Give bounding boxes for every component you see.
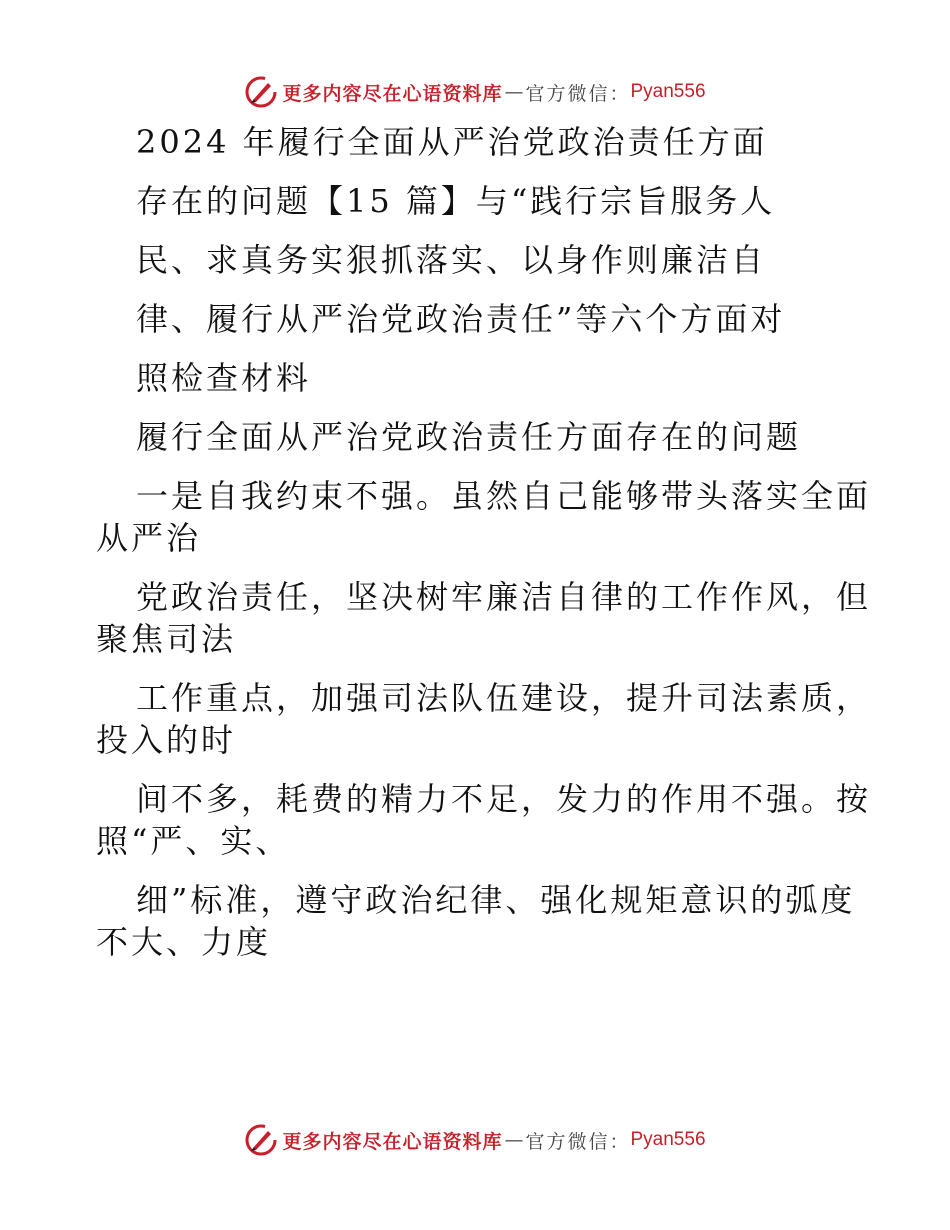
banner-site-text: 更多内容尽在心语资料库 [282, 82, 503, 105]
banner-wechat-id: Pyan556 [630, 81, 706, 102]
document-body [96, 122, 886, 981]
title-line: 2024 年履行全面从严治党政治责任方面 [136, 123, 768, 161]
banner-wechat-label: 官方微信： [525, 1130, 631, 1153]
paragraph-line: 照“严、实、 [96, 822, 291, 860]
title-line: 照检查材料 [136, 359, 312, 397]
paragraph-line: 投入的时 [96, 721, 237, 759]
banner-wechat-label: 官方微信： [525, 82, 631, 105]
banner-wechat-id: Pyan556 [630, 1129, 706, 1150]
paragraph-line: 细”标准，遵守政治纪律、强化规矩意识的弧度 [136, 881, 856, 919]
quill-logo-icon [244, 1123, 278, 1157]
title-line: 存在的问题【15 篇】与“践行宗旨服务人 [136, 182, 776, 220]
banner-separator: — [504, 81, 524, 103]
paragraph-line: 工作重点，加强司法队伍建设，提升司法素质， [136, 679, 872, 717]
title-line: 律、履行从严治党政治责任”等六个方面对 [136, 300, 786, 338]
section-heading: 履行全面从严治党政治责任方面存在的问题 [136, 418, 802, 456]
quill-logo-icon [244, 75, 278, 109]
header-banner [0, 72, 950, 112]
footer-banner [0, 1120, 950, 1160]
paragraph-line: 不大、力度 [96, 923, 272, 961]
paragraph-line: 间不多，耗费的精力不足，发力的作用不强。按 [136, 780, 872, 818]
paragraph-line: 从严治 [96, 519, 202, 557]
banner-site-text: 更多内容尽在心语资料库 [282, 1130, 503, 1153]
title-line: 民、求真务实狠抓落实、以身作则廉洁自 [136, 241, 767, 279]
paragraph-line: 党政治责任，坚决树牢廉洁自律的工作作风，但 [136, 578, 872, 616]
paragraph-line: 聚焦司法 [96, 620, 237, 658]
paragraph-line: 一是自我约束不强。虽然自己能够带头落实全面 [136, 477, 872, 515]
banner-separator: — [504, 1129, 524, 1151]
